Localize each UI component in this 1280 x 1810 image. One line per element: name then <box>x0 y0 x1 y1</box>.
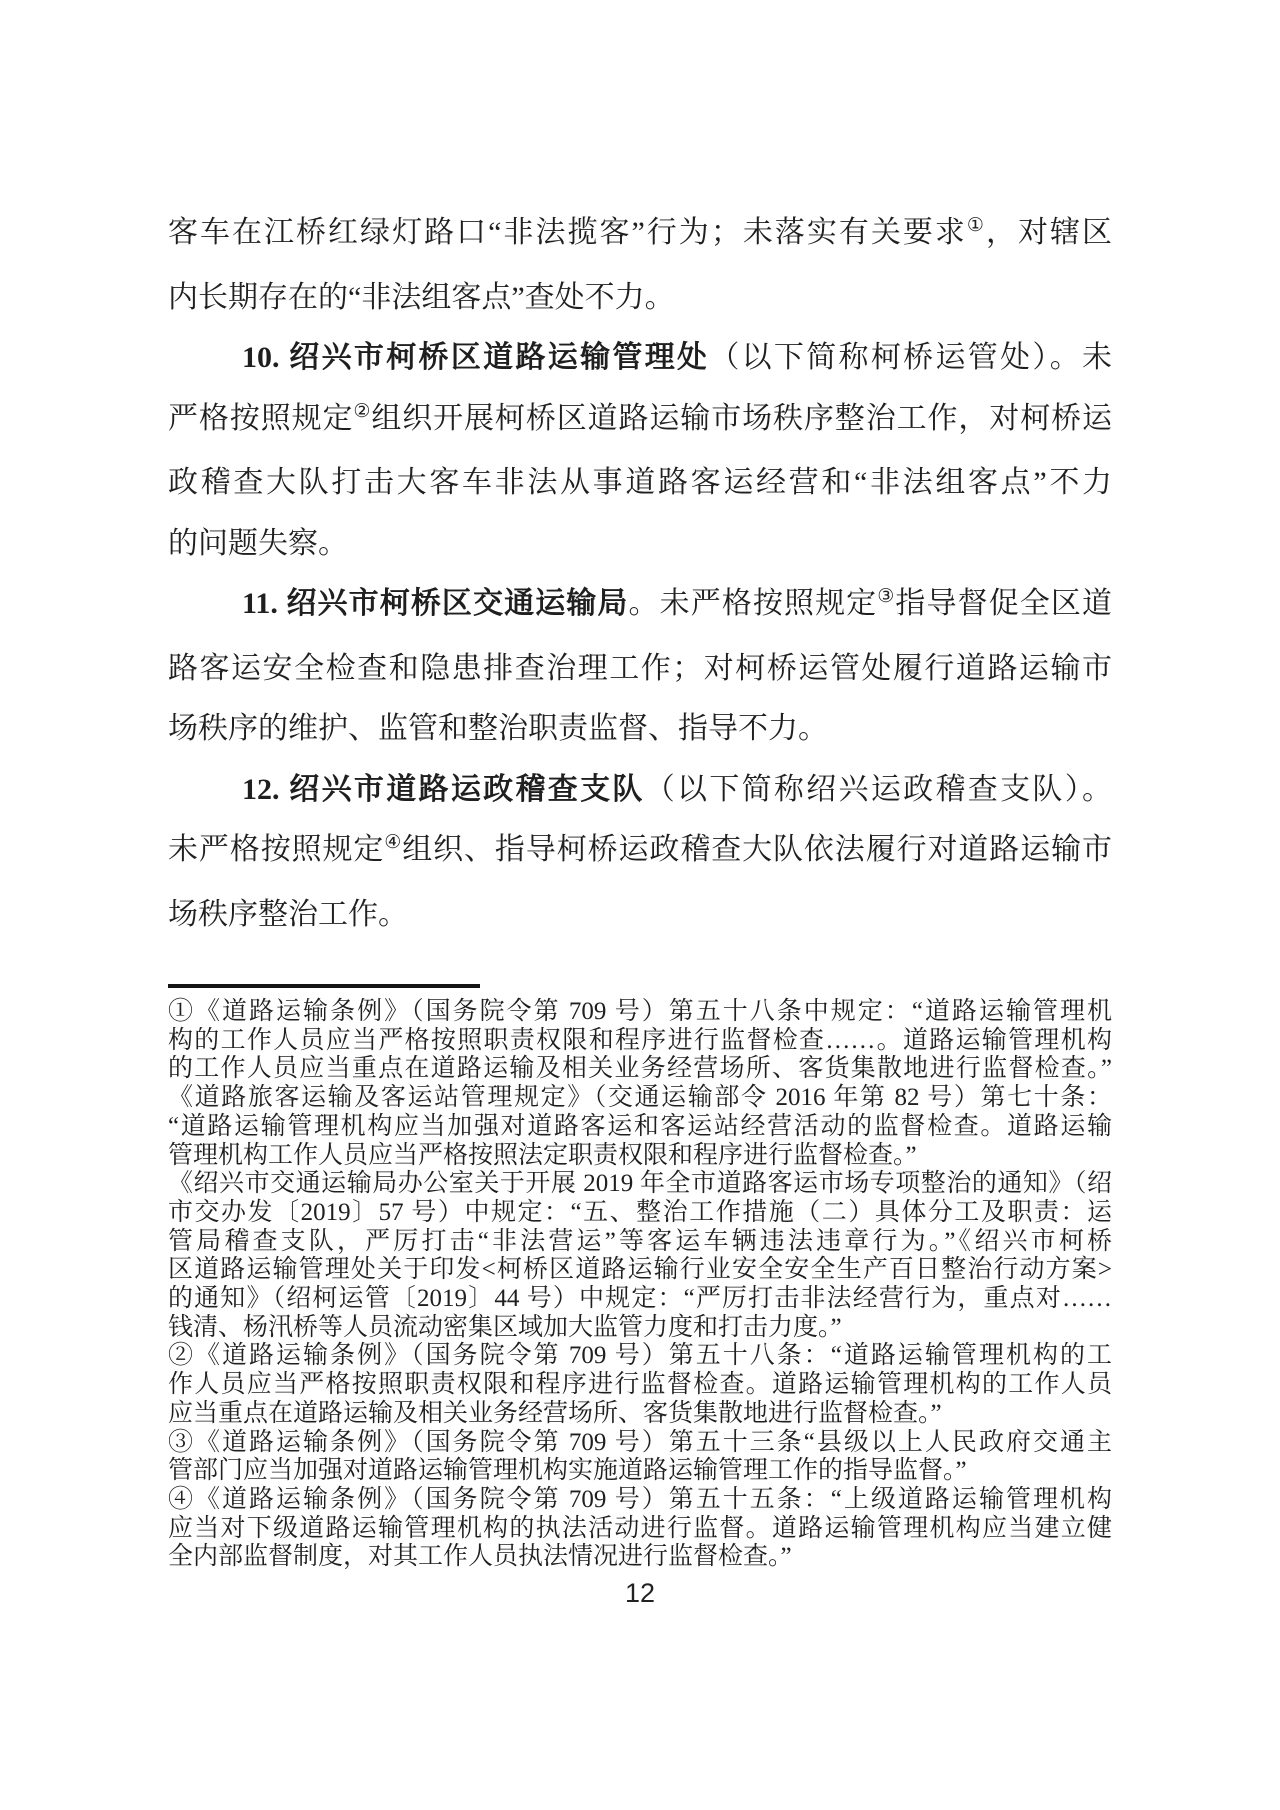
footnote-line: ③《道路运输条例》（国务院令第 709 号）第五十三条“县级以上人民政府交通主 <box>168 1428 1112 1456</box>
footnote-line: 全内部监督制度，对其工作人员执法情况进行监督检查。” <box>168 1543 792 1571</box>
body-text-run: 的问题失察。 <box>168 526 348 560</box>
text-line <box>168 885 1112 946</box>
footnote-line: 作人员应当严格按照职责权限和程序进行监督检查。道路运输管理机构的工作人员 <box>168 1371 1112 1399</box>
text-line <box>168 514 1112 575</box>
footnote-separator <box>168 984 480 988</box>
footnote-line: ②《道路运输条例》（国务院令第 709 号）第五十八条：“道路运输管理机构的工 <box>168 1342 1112 1370</box>
footnote-line: 《绍兴市交通运输局办公室关于开展 2019 年全市道路客运市场专项整治的通知》（绍 <box>168 1170 1112 1198</box>
body-text-run: 未严格按照规定 <box>168 833 385 866</box>
footnote-line: 应当重点在道路运输及相关业务经营场所、客货集散地进行监督检查。” <box>168 1399 942 1427</box>
body-text-run: 场秩序的维护、监管和整治职责监督、指导不力。 <box>168 712 828 745</box>
paragraph-heading: 10. 绍兴市柯桥区道路运输管理处 <box>242 341 710 374</box>
body-text-run: 严格按照规定 <box>168 401 354 435</box>
text-line <box>168 389 1112 454</box>
text-line <box>168 268 1112 329</box>
footnote-line: 管理机构工作人员应当严格按照法定职责权限和程序进行监督检查。” <box>168 1141 917 1169</box>
body-text-run: 组织、指导柯桥运政稽查大队依法履行对道路运输市 <box>402 833 1112 866</box>
footnote-line: 的工作人员应当重点在道路运输及相关业务经营场所、客货集散地进行监督检查。” <box>168 1055 1112 1083</box>
footnote-line: 应当对下级道路运输管理机构的执法活动进行监督。道路运输管理机构应当建立健 <box>168 1514 1112 1542</box>
text-line <box>168 203 1112 268</box>
footnote-reference-mark: ③ <box>877 586 896 607</box>
footnote-line: ④《道路运输条例》（国务院令第 709 号）第五十五条：“上级道路运输管理机构 <box>168 1485 1112 1513</box>
footnote-reference-mark: ① <box>966 215 986 236</box>
footnote-line: 构的工作人员应当严格按照职责权限和程序进行监督检查……。道路运输管理机构 <box>168 1026 1112 1054</box>
footnote-line: 的通知》（绍柯运管〔2019〕44 号）中规定：“严厉打击非法经营行为，重点对…… <box>168 1285 1112 1313</box>
footnote-text <box>168 998 1112 1572</box>
footnote-line: 管局稽查支队，严厉打击“非法营运”等客运车辆违法违章行为。”《绍兴市柯桥 <box>168 1227 1112 1255</box>
body-text-run: 客车在江桥红绿灯路口“非法揽客”行为；未落实有关要求 <box>168 216 967 249</box>
body-text-run: （以下简称绍兴运政稽查支队）。 <box>644 772 1113 806</box>
footnote-line: ①《道路运输条例》（国务院令第 709 号）第五十八条中规定：“道路运输管理机 <box>168 998 1112 1025</box>
text-line <box>168 574 1112 639</box>
footnote-line: 《道路旅客运输及客运站管理规定》（交通运输部令 2016 年第 82 号）第七十条： <box>168 1084 1112 1112</box>
footnote-reference-mark: ② <box>353 400 372 422</box>
body-text-run: 场秩序整治工作。 <box>168 897 408 931</box>
footnote-line: 管部门应当加强对道路运输管理机构实施道路运输管理工作的指导监督。” <box>168 1457 967 1485</box>
text-line <box>168 820 1112 885</box>
footnote-line: 市交办发〔2019〕57 号）中规定：“五、整治工作措施（二）具体分工及职责：运 <box>168 1198 1112 1226</box>
body-text-run: 。未严格按照规定 <box>628 587 878 620</box>
body-text-run: 内长期存在的“非法组客点”查处不力。 <box>168 280 675 314</box>
text-line <box>168 453 1112 514</box>
paragraph-heading: 11. 绍兴市柯桥区交通运输局 <box>242 587 629 620</box>
footnote-line: 区道路运输管理处关于印发<柯桥区道路运输行业安全安全生产百日整治行动方案> <box>168 1256 1112 1284</box>
text-line <box>168 639 1112 700</box>
body-text-run: （以下简称柯桥运管处）。未 <box>709 341 1113 374</box>
body-text-run: ，对辖区 <box>985 216 1112 249</box>
body-text-run: 指导督促全区道 <box>895 587 1112 620</box>
body-text-run: 政稽查大队打击大客车非法从事道路客运经营和“非法组客点”不力 <box>168 466 1112 499</box>
main-text <box>168 203 1112 945</box>
footnote-line: 钱清、杨汛桥等人员流动密集区域加大监管力度和打击力度。” <box>168 1313 842 1341</box>
text-line <box>168 699 1112 760</box>
page-number: 12 <box>624 1578 656 1608</box>
body-text-run: 路客运安全检查和隐患排查治理工作；对柯桥运管处履行道路运输市 <box>168 651 1112 685</box>
text-line <box>168 328 1112 389</box>
text-line <box>168 760 1112 821</box>
body-text-run: 组织开展柯桥区道路运输市场秩序整治工作，对柯桥运 <box>371 401 1112 435</box>
paragraph-heading: 12. 绍兴市道路运政稽查支队 <box>242 772 645 806</box>
footnote-line: “道路运输管理机构应当加强对道路客运和客运站经营活动的监督检查。道路运输 <box>168 1112 1112 1140</box>
footnote-reference-mark: ④ <box>384 832 403 853</box>
